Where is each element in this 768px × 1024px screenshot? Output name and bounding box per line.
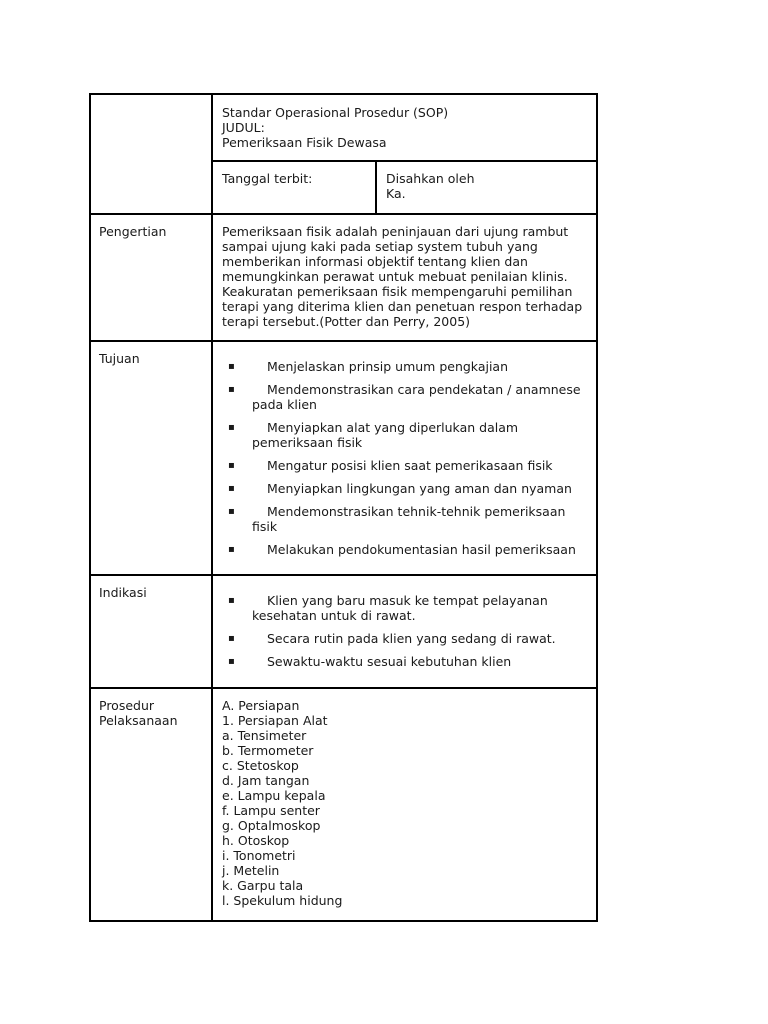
tanggal-terbit bbox=[213, 162, 377, 213]
pengertian-line: Pemeriksaan fisik adalah peninjauan dari ujung rambut bbox=[222, 224, 569, 239]
indikasi-content bbox=[213, 576, 596, 687]
disahkan-oleh bbox=[377, 162, 596, 213]
square-bullet-icon: ▪ bbox=[228, 656, 235, 667]
tujuan-row bbox=[91, 340, 596, 574]
prosedur-step: g. Optalmoskop bbox=[222, 818, 321, 833]
prosedur-label-line: Prosedur bbox=[99, 698, 155, 713]
square-bullet-icon: ▪ bbox=[228, 384, 235, 395]
tujuan-item bbox=[222, 359, 587, 374]
sop-document bbox=[89, 93, 598, 922]
indikasi-item-text: Klien yang baru masuk ke tempat pelayanan kesehatan untuk di rawat. bbox=[252, 593, 548, 623]
prosedur-label bbox=[91, 689, 213, 920]
tujuan-item-text: Menyiapkan alat yang diperlukan dalam pemeriksaan fisik bbox=[252, 420, 519, 450]
tujuan-item bbox=[222, 481, 587, 496]
tujuan-item-text: Menyiapkan lingkungan yang aman dan nyaman bbox=[267, 481, 572, 496]
tujuan-item-text: Menjelaskan prinsip umum pengkajian bbox=[267, 359, 509, 374]
tujuan-label: Tujuan bbox=[91, 342, 213, 574]
pengertian-row bbox=[91, 213, 596, 340]
tujuan-item-text: Mendemonstrasikan tehnik-tehnik pemeriksaan fisik bbox=[252, 504, 566, 534]
pengertian-line: sampai ujung kaki pada setiap system tubuh yang bbox=[222, 239, 538, 254]
square-bullet-icon: ▪ bbox=[228, 483, 235, 494]
header-info bbox=[213, 95, 596, 213]
indikasi-item-text: Secara rutin pada klien yang sedang di rawat. bbox=[267, 631, 556, 646]
title-line: Pemeriksaan Fisik Dewasa bbox=[222, 135, 387, 150]
tujuan-list bbox=[222, 359, 587, 557]
square-bullet-icon: ▪ bbox=[228, 595, 235, 606]
square-bullet-icon: ▪ bbox=[228, 460, 235, 471]
tujuan-content bbox=[213, 342, 596, 574]
prosedur-step: i. Tonometri bbox=[222, 848, 296, 863]
pengertian-line: memungkinkan perawat untuk mebuat penilaian klinis. bbox=[222, 269, 568, 284]
prosedur-content bbox=[213, 689, 596, 920]
pengertian-line: terapi tersebut.(Potter dan Perry, 2005) bbox=[222, 314, 471, 329]
disahkan-line: Ka. bbox=[386, 186, 406, 201]
tujuan-item bbox=[222, 504, 587, 534]
pengertian-line: Keakuratan pemeriksaan fisik mempengaruhi pemilihan bbox=[222, 284, 573, 299]
tujuan-item-text: Melakukan pendokumentasian hasil pemeriksaan bbox=[267, 542, 576, 557]
title-line: Standar Operasional Prosedur (SOP) bbox=[222, 105, 449, 120]
prosedur-step: a. Tensimeter bbox=[222, 728, 307, 743]
tujuan-item bbox=[222, 420, 587, 450]
prosedur-step: k. Garpu tala bbox=[222, 878, 304, 893]
header-row bbox=[91, 95, 596, 213]
pengertian-line: terapi yang diterima klien dan penetuan respon terhadap bbox=[222, 299, 583, 314]
prosedur-step: l. Spekulum hidung bbox=[222, 893, 343, 908]
document-title bbox=[213, 95, 596, 162]
prosedur-step: j. Metelin bbox=[222, 863, 280, 878]
pengertian-text bbox=[213, 215, 596, 340]
pengertian-line: memberikan informasi objektif tentang klien dan bbox=[222, 254, 528, 269]
indikasi-item bbox=[222, 593, 587, 623]
square-bullet-icon: ▪ bbox=[228, 422, 235, 433]
prosedur-label-line: Pelaksanaan bbox=[99, 713, 178, 728]
disahkan-line: Disahkan oleh bbox=[386, 171, 475, 186]
prosedur-step: b. Termometer bbox=[222, 743, 314, 758]
prosedur-step: d. Jam tangan bbox=[222, 773, 310, 788]
tanggal-terbit-label: Tanggal terbit: bbox=[222, 171, 313, 186]
tujuan-item-text: Mengatur posisi klien saat pemerikasaan fisik bbox=[267, 458, 553, 473]
square-bullet-icon: ▪ bbox=[228, 361, 235, 372]
prosedur-row bbox=[91, 687, 596, 920]
square-bullet-icon: ▪ bbox=[228, 506, 235, 517]
title-line: JUDUL: bbox=[222, 120, 265, 135]
square-bullet-icon: ▪ bbox=[228, 633, 235, 644]
prosedur-step: A. Persiapan bbox=[222, 698, 300, 713]
indikasi-row bbox=[91, 574, 596, 687]
logo-cell bbox=[91, 95, 213, 213]
tujuan-item bbox=[222, 382, 587, 412]
prosedur-step: e. Lampu kepala bbox=[222, 788, 326, 803]
pengertian-label: Pengertian bbox=[91, 215, 213, 340]
indikasi-item-text: Sewaktu-waktu sesuai kebutuhan klien bbox=[267, 654, 512, 669]
square-bullet-icon: ▪ bbox=[228, 544, 235, 555]
prosedur-step: h. Otoskop bbox=[222, 833, 290, 848]
prosedur-step: c. Stetoskop bbox=[222, 758, 299, 773]
indikasi-item bbox=[222, 654, 587, 669]
indikasi-item bbox=[222, 631, 587, 646]
prosedur-step: f. Lampu senter bbox=[222, 803, 320, 818]
tujuan-item-text: Mendemonstrasikan cara pendekatan / anamnese pada klien bbox=[252, 382, 581, 412]
indikasi-label: Indikasi bbox=[91, 576, 213, 687]
prosedur-steps bbox=[222, 698, 587, 908]
header-meta bbox=[213, 162, 596, 213]
tujuan-item bbox=[222, 458, 587, 473]
indikasi-list bbox=[222, 593, 587, 669]
prosedur-step: 1. Persiapan Alat bbox=[222, 713, 328, 728]
tujuan-item bbox=[222, 542, 587, 557]
